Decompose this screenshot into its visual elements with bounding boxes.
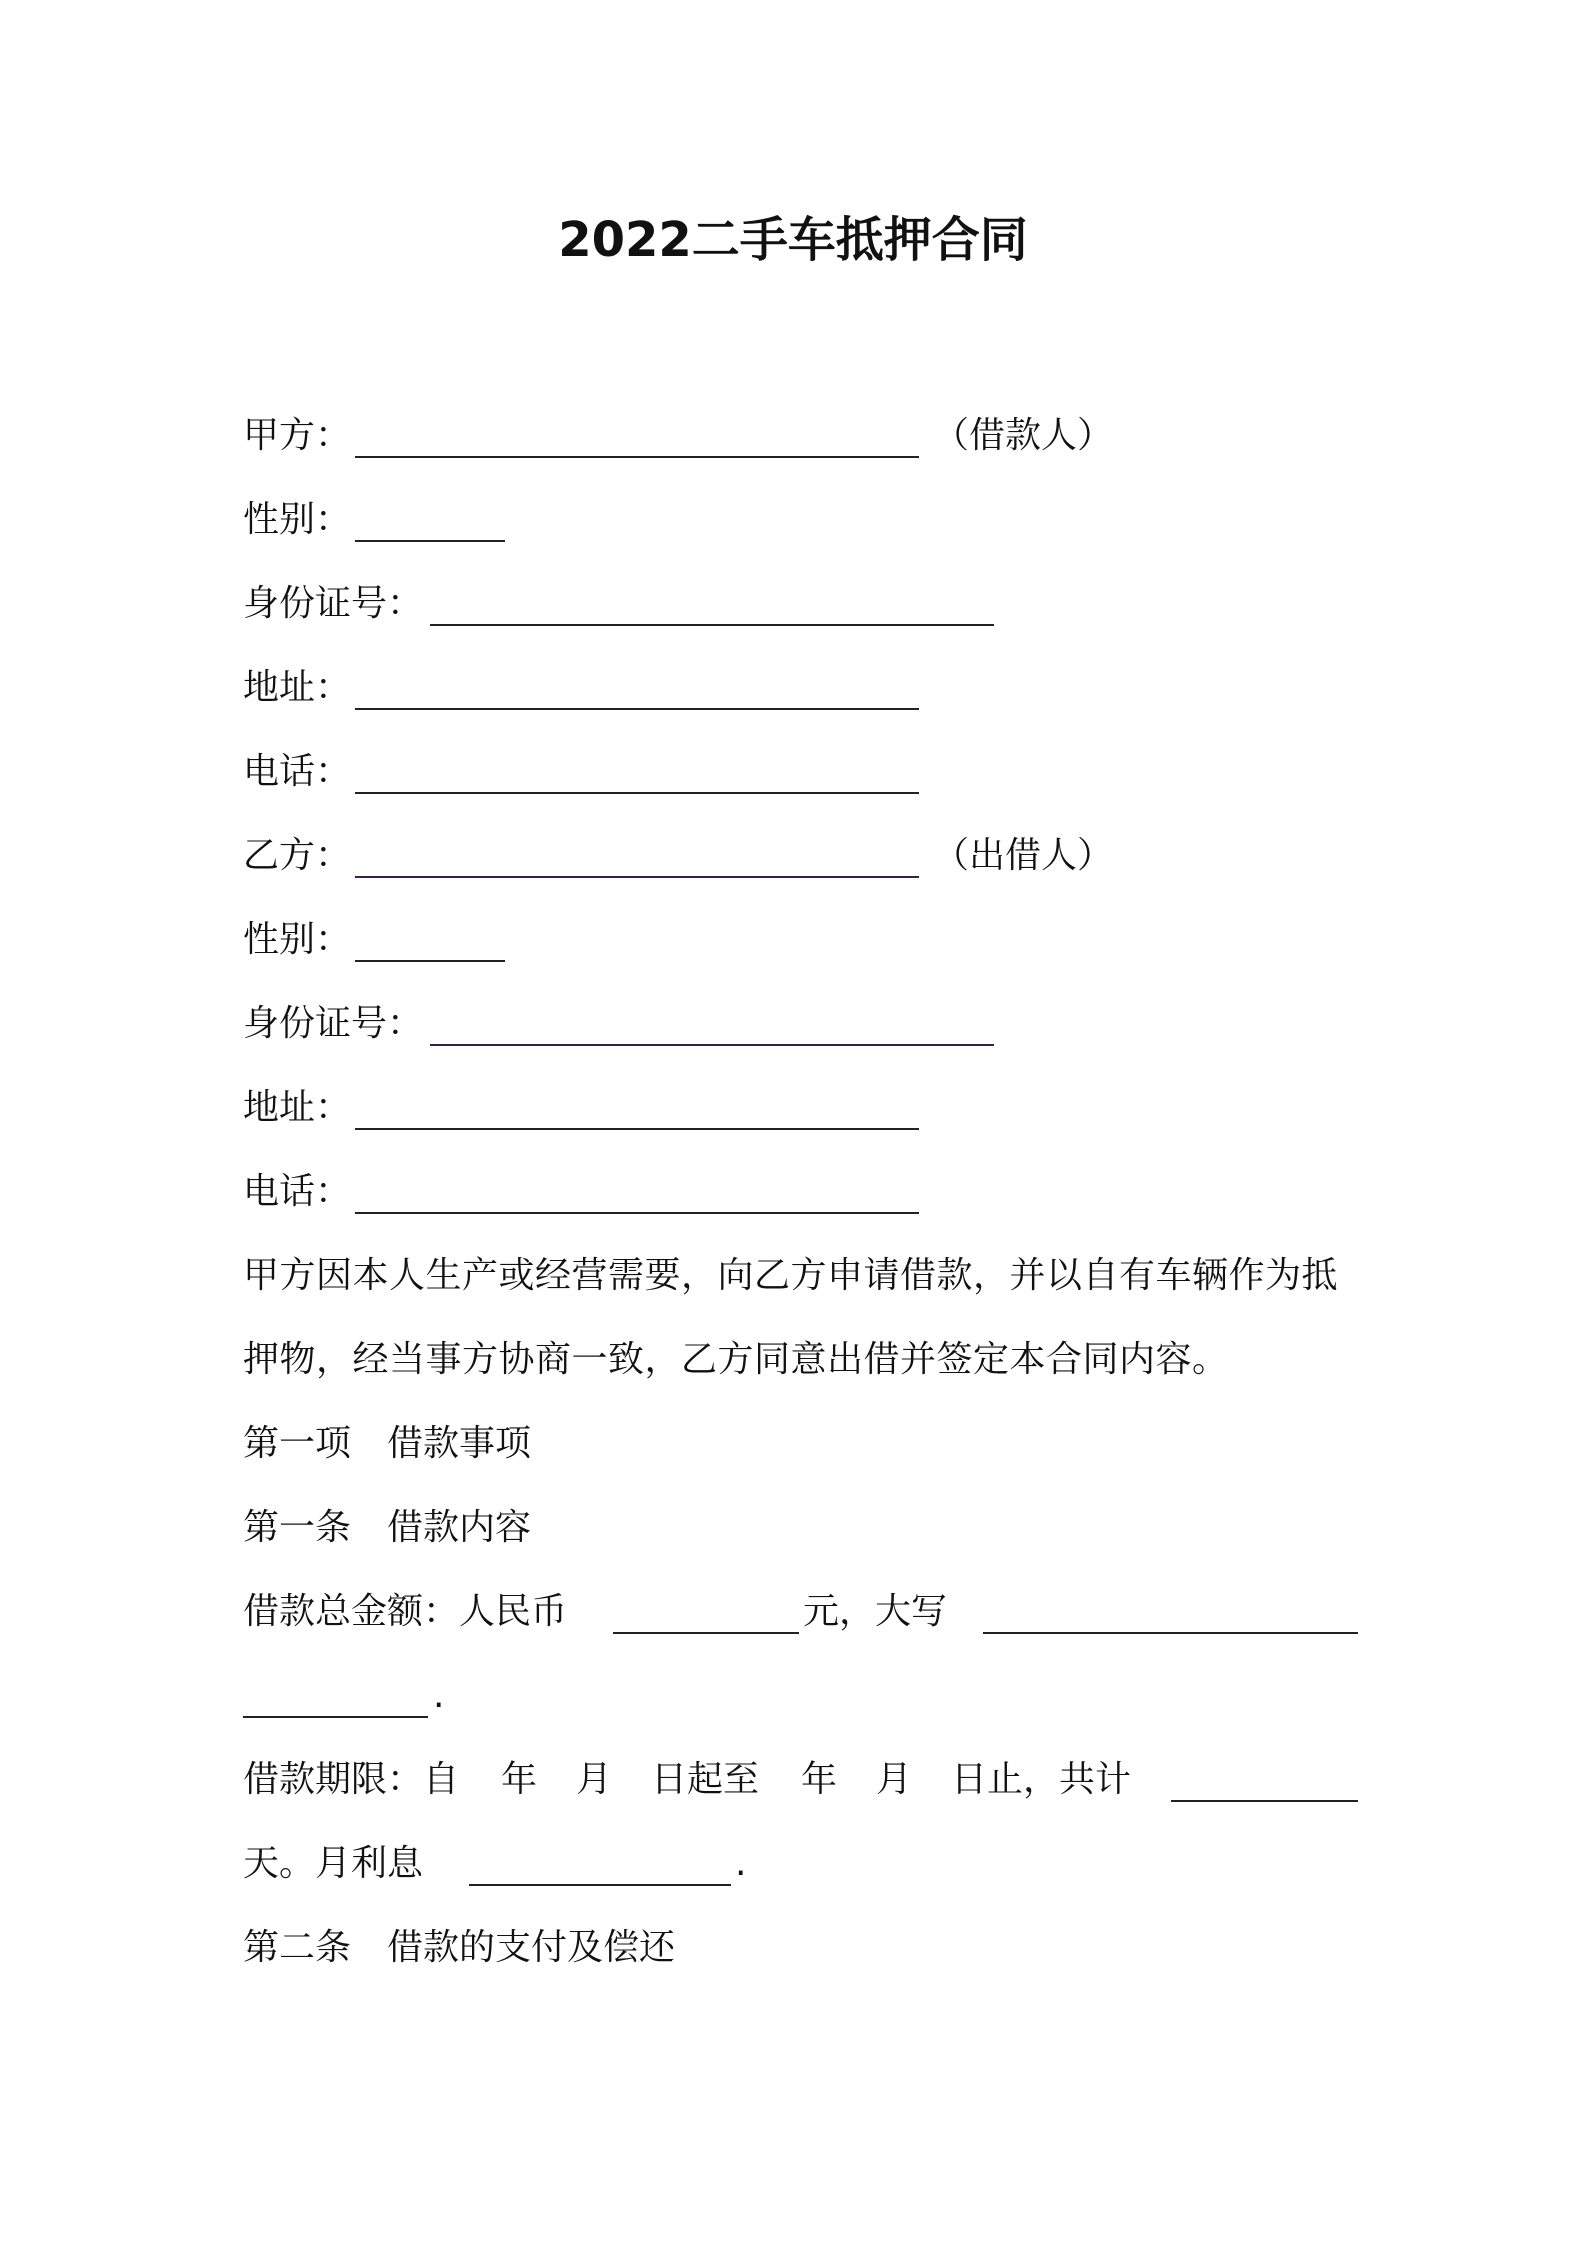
party-b-phone-blank [355, 1212, 919, 1214]
party-b-name-label: 乙方： [243, 835, 352, 876]
party-b-gender-blank [355, 960, 505, 962]
loan-days-blank [1171, 1800, 1358, 1802]
party-b-role: （出借人） [933, 835, 1114, 876]
party-a-name-blank [355, 456, 919, 458]
loan-term-month-2: 月 [876, 1759, 913, 1800]
article-1-label: 第一条 借款内容 [243, 1507, 532, 1548]
article-2-label: 第二条 借款的支付及偿还 [243, 1927, 676, 1968]
section-1-label: 第一项 借款事项 [243, 1423, 532, 1464]
party-a-id-blank [430, 624, 994, 626]
party-a-id-label: 身份证号： [243, 583, 424, 624]
loan-term-day-to: 日止，共计 [951, 1759, 1132, 1800]
loan-total-label: 借款总金额：人民币 [243, 1591, 568, 1632]
party-b-id-blank [430, 1044, 994, 1046]
intro-paragraph: 甲方因本人生产或经营需要，向乙方申请借款，并以自有车辆作为抵押物，经当事方协商一致，乙方同意出借并签定本合同内容。 [243, 1255, 1339, 1380]
party-a-address-blank [355, 708, 919, 710]
party-b-address-label: 地址： [243, 1087, 352, 1128]
party-a-gender-blank [355, 540, 505, 542]
document-title: 2022二手车抵押合同 [558, 212, 1028, 268]
party-b-gender-label: 性别： [243, 919, 352, 960]
party-a-phone-label: 电话： [243, 751, 352, 792]
loan-term-year-2: 年 [801, 1759, 838, 1800]
party-a-role: （借款人） [933, 415, 1114, 456]
loan-term-day-from: 日起至 [651, 1759, 760, 1800]
loan-total-end: . [433, 1675, 445, 1716]
loan-term-row [243, 1752, 1358, 1808]
loan-amount-words-blank-cont [243, 1716, 428, 1718]
loan-days-interest-label: 天。月利息 [243, 1843, 424, 1884]
loan-amount-blank [613, 1632, 799, 1634]
party-b-phone-label: 电话： [243, 1171, 352, 1212]
party-a-phone-blank [355, 792, 919, 794]
party-b-id-label: 身份证号： [243, 1003, 424, 1044]
loan-term-month-1: 月 [576, 1759, 613, 1800]
party-a-gender-label: 性别： [243, 499, 352, 540]
loan-total-row [243, 1584, 1358, 1640]
party-a-address-label: 地址： [243, 667, 352, 708]
loan-term-label: 借款期限：自 [243, 1759, 460, 1800]
loan-amount-words-blank [983, 1632, 1358, 1634]
party-b-name-blank [355, 876, 919, 878]
party-b-address-blank [355, 1128, 919, 1130]
loan-interest-end: . [735, 1843, 747, 1884]
loan-term-year-1: 年 [501, 1759, 538, 1800]
party-a-name-label: 甲方： [243, 415, 352, 456]
monthly-interest-blank [469, 1884, 731, 1886]
loan-yuan-label: 元，大写 [803, 1591, 948, 1632]
